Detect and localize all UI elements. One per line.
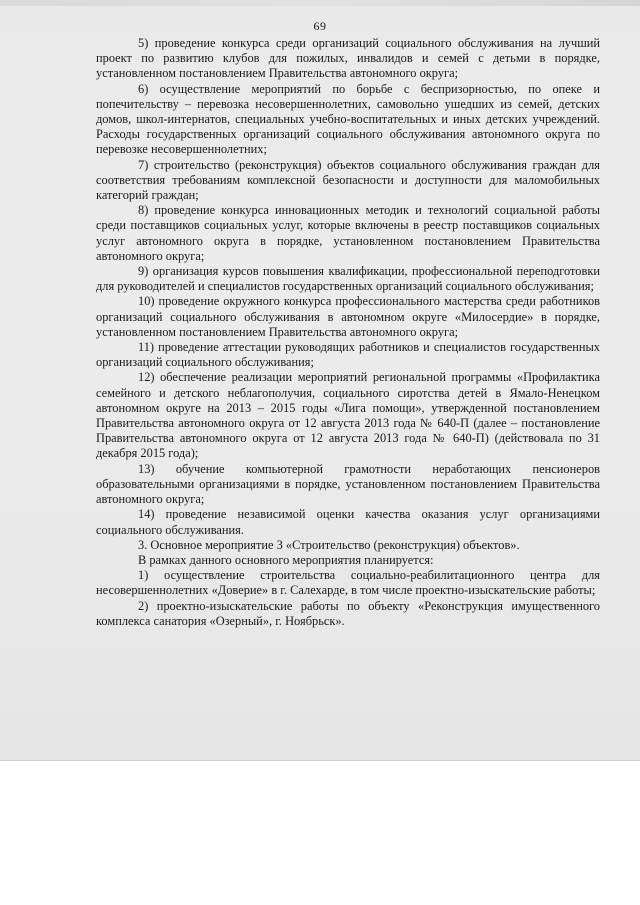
scan-edge	[0, 0, 640, 6]
paragraph-item-13: 13) обучение компьютерной грамотности неработающих пенсионеров образовательными организациями в порядке, установленном постановлением Правительства автономного округа;	[96, 461, 600, 507]
paragraph-item-7: 7) строительство (реконструкция) объектов социального обслуживания граждан для соответствия требованиям комплексной безопасности и доступности для маломобильных категорий граждан;	[96, 157, 600, 203]
paragraph-item-11: 11) проведение аттестации руководящих работников и специалистов государственных организаций социального обслуживания;	[96, 340, 600, 370]
section-intro: В рамках данного основного мероприятия планируется:	[138, 552, 434, 567]
paragraph-item-14: 14) проведение независимой оценки качества оказания услуг организациями социального обслуживания.	[96, 507, 600, 537]
paragraph-measure-2: 2) проектно-изыскательские работы по объекту «Реконструкция имущественного комплекса санатория «Озерный», г. Ноябрьск».	[96, 598, 600, 628]
document-body	[96, 36, 600, 629]
paragraph-item-8: 8) проведение конкурса инновационных методик и технологий социальной работы среди поставщиков социальных услуг, которые включены в реестр поставщиков социальных услуг автономного округа в порядке, установленном постановлением Правительства автономного округа;	[96, 203, 600, 263]
paragraph-item-6: 6) осуществление мероприятий по борьбе с беспризорностью, по опеке и попечительству – перевозка несовершеннолетних, самовольно ушедших из семей, детских домов, школ-интернатов, специальных учебно-воспитательных и иных детских учреждений. Расходы государственных организаций социального обслуживания автономного округа по перевозке несовершеннолетних;	[96, 81, 600, 157]
paragraph-measure-1: 1) осуществление строительства социально-реабилитационного центра для несовершеннолетних «Доверие» в г. Салехарде, в том числе проектно-изыскательские работы;	[96, 568, 600, 598]
page-number: 69	[313, 19, 327, 33]
paragraph-item-9: 9) организация курсов повышения квалификации, профессиональной переподготовки для руководителей и специалистов государственных организаций социального обслуживания;	[96, 264, 600, 294]
paragraph-item-10: 10) проведение окружного конкурса профессионального мастерства среди работников организаций социального обслуживания в автономном округе «Милосердие» в порядке, установленном постановлением Правительства автономного округа;	[96, 294, 600, 339]
paragraph-item-12: 12) обеспечение реализации мероприятий региональной программы «Профилактика семейного и детского неблагополучия, социального сиротства детей в Ямало-Ненецком автономном округе на 2013 – 2015 годы «Лига помощи», утвержденной постановлением Правительства автономного округа от 12 августа 2013 года № 640-П (далее – постановление Правительства автономного округа от 12 августа 2013 года № 640-П) (действовала по 31 декабря 2015 года);	[96, 370, 600, 461]
section-heading-measure-3: 3. Основное мероприятие 3 «Строительство (реконструкция) объектов».	[138, 537, 520, 552]
paragraph-item-5: 5) проведение конкурса среди организаций социального обслуживания на лучший проект по развитию клубов для пожилых, инвалидов и семей с детьми в порядке, установленном постановлением Правительства автономного округа;	[96, 36, 600, 81]
